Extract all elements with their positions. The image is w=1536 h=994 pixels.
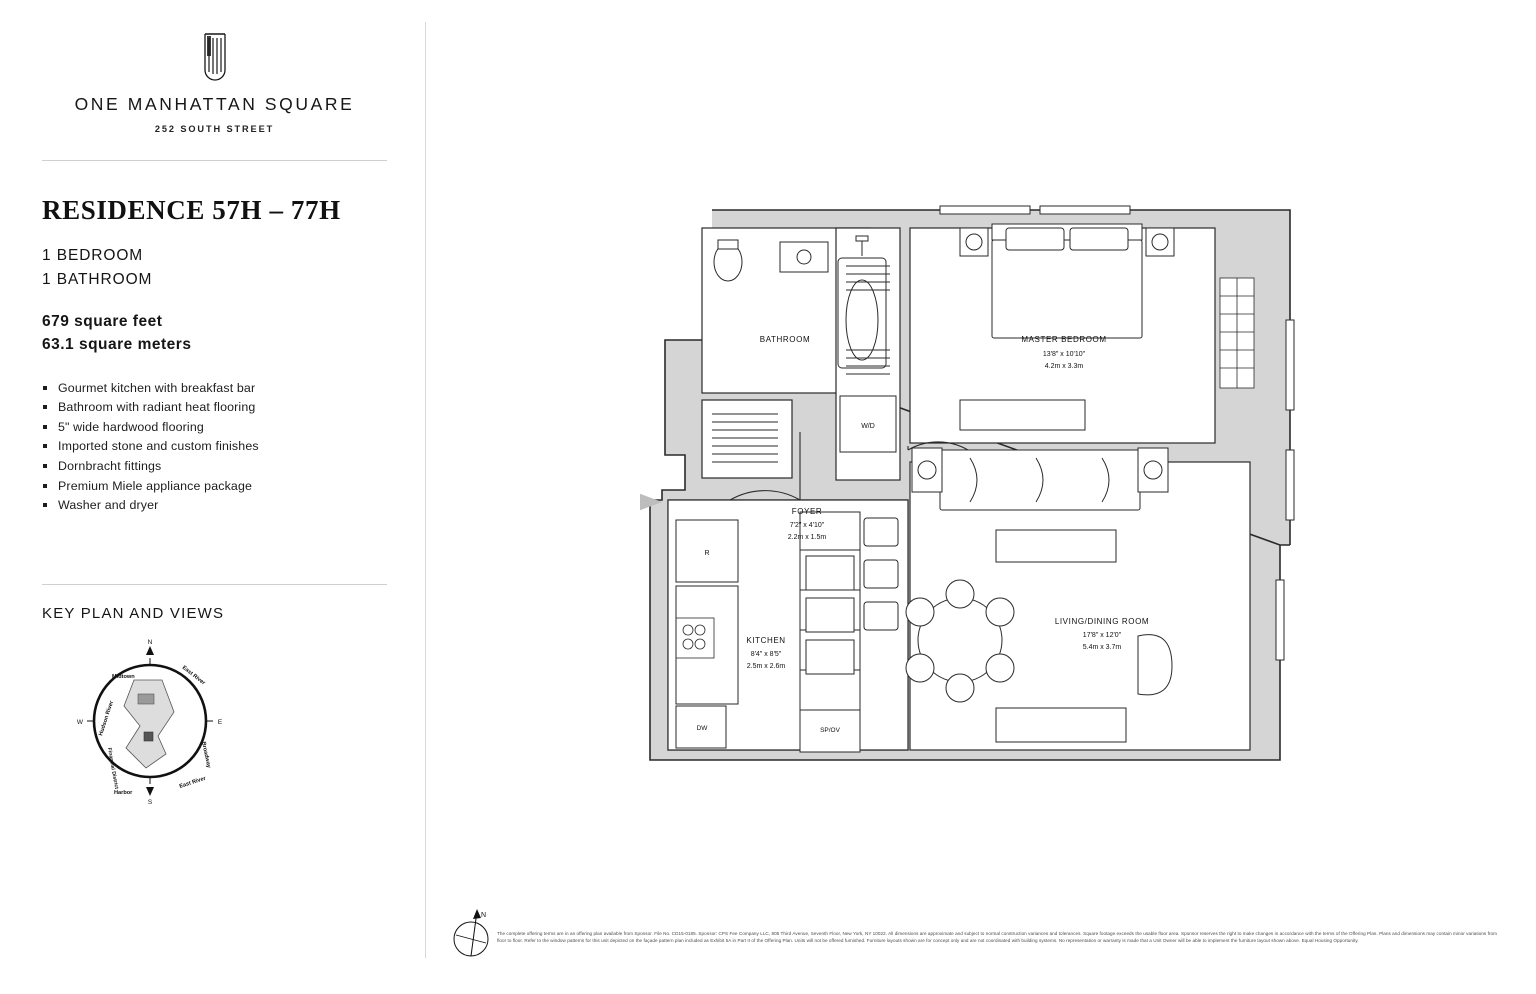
legal-disclaimer-block bbox=[497, 930, 1497, 945]
list-item: 5" wide hardwood flooring bbox=[42, 418, 387, 438]
legal-disclaimer-text: The complete offering terms are in an offering plan available from Sponsor. File No. CD15-0185. Sponsor: CPS Fee Company LLC, 805 Third Avenue, Seventh Floor, New York, NY 10022. All dimensions are approximate and subject to normal construction variances and tolerances. Square footage exceeds the usable floor area. Sponsor reserves the right to make changes in accordance with the terms of the Offering Plan. Plans and dimensions may contain minor variations from floor to floor. Refer to the window patterns for this unit depicted on the façade pattern plan included as Exhibit 5A in Part II of the Offering Plan. Units will not be offered furnished. Furniture layouts shown are for concept only and are not coordinated with building systems. No representation or warranty is made that a Unit Owner will be able to implement the furniture layout shown above. Equal Housing Opportunity. bbox=[497, 931, 1497, 944]
room-dims-living-dining-ft: 17'8" x 12'0" bbox=[1082, 632, 1122, 639]
room-dims-foyer-m: 2.2m x 1.5m bbox=[787, 534, 827, 541]
list-item: Premium Miele appliance package bbox=[42, 477, 387, 497]
bathroom-count: 1 BATHROOM bbox=[42, 271, 153, 289]
appliance-dishwasher-label: DW bbox=[696, 725, 708, 732]
svg-text:S: S bbox=[147, 798, 153, 806]
room-dims-living-dining-m: 5.4m x 3.7m bbox=[1082, 644, 1122, 651]
divider-keyplan bbox=[42, 584, 387, 585]
divider-top bbox=[42, 160, 387, 161]
room-dims-kitchen-m: 2.5m x 2.6m bbox=[746, 663, 786, 670]
brand-address: 252 SOUTH STREET bbox=[154, 124, 275, 134]
floor-plan-drawing bbox=[640, 200, 1320, 800]
area-square-meters: 63.1 square meters bbox=[42, 336, 192, 354]
svg-text:Financial District: Financial District bbox=[106, 746, 120, 790]
features-list bbox=[42, 379, 387, 516]
vertical-divider bbox=[425, 22, 426, 958]
room-label-master-bedroom: MASTER BEDROOM bbox=[1021, 335, 1107, 344]
svg-text:W: W bbox=[76, 718, 84, 726]
appliance-oven-label: SP/OV bbox=[820, 727, 840, 734]
room-dims-kitchen-ft: 8'4" x 8'5" bbox=[750, 651, 782, 658]
one-manhattan-square-logo-icon bbox=[191, 30, 239, 82]
list-item: Washer and dryer bbox=[42, 496, 387, 516]
left-info-panel bbox=[42, 30, 387, 806]
north-arrow-icon bbox=[447, 905, 495, 961]
room-label-living-dining: LIVING/DINING ROOM bbox=[1054, 617, 1150, 626]
room-dims-master-bedroom-m: 4.2m x 3.3m bbox=[1044, 363, 1084, 370]
keyplan-diagram bbox=[62, 636, 262, 806]
svg-text:N: N bbox=[481, 912, 487, 919]
list-item: Dornbracht fittings bbox=[42, 457, 387, 477]
brand-name: ONE MANHATTAN SQUARE bbox=[74, 94, 355, 114]
svg-text:Broadway: Broadway bbox=[200, 740, 212, 769]
room-dims-master-bedroom-ft: 13'8" x 10'10" bbox=[1042, 351, 1086, 358]
list-item: Imported stone and custom finishes bbox=[42, 437, 387, 457]
keyplan-title: KEY PLAN AND VIEWS bbox=[42, 604, 225, 622]
appliance-washer-dryer-label: W/D bbox=[861, 423, 875, 430]
svg-text:Hudson River: Hudson River bbox=[98, 699, 116, 737]
svg-text:Midtown: Midtown bbox=[112, 673, 135, 680]
list-item: Bathroom with radiant heat flooring bbox=[42, 398, 387, 418]
svg-text:East River: East River bbox=[178, 775, 207, 790]
room-dims-foyer-ft: 7'2" x 4'10" bbox=[789, 522, 825, 529]
svg-text:E: E bbox=[217, 718, 223, 726]
appliance-refrigerator-label: R bbox=[704, 550, 710, 557]
room-label-kitchen: KITCHEN bbox=[746, 636, 786, 645]
list-item: Gourmet kitchen with breakfast bar bbox=[42, 379, 387, 399]
room-label-bathroom: BATHROOM bbox=[759, 335, 811, 344]
svg-text:Harbor: Harbor bbox=[114, 789, 133, 796]
residence-rooms bbox=[42, 244, 387, 292]
page-title: RESIDENCE 57H – 77H bbox=[42, 195, 341, 225]
svg-text:N: N bbox=[147, 638, 153, 646]
area-square-feet: 679 square feet bbox=[42, 313, 163, 331]
room-label-foyer: FOYER bbox=[791, 507, 823, 516]
bedroom-count: 1 BEDROOM bbox=[42, 247, 144, 264]
residence-area bbox=[42, 310, 387, 357]
svg-text:East River: East River bbox=[180, 664, 207, 687]
